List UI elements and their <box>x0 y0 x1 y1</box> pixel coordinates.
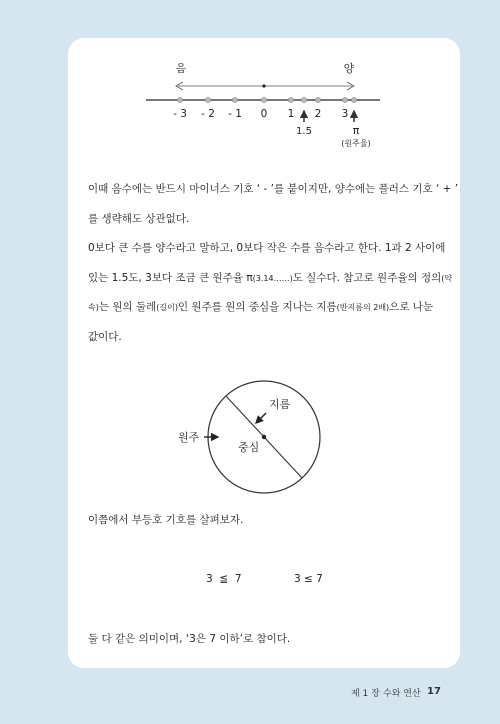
center-label: 중심 <box>238 441 260 454</box>
positive-label: 양 <box>343 62 355 75</box>
diameter-label: 지름 <box>269 398 291 411</box>
paragraph-line: 값이다. <box>88 331 122 343</box>
tick-label: - 2 <box>201 108 215 120</box>
paragraph-line: 속)는 원의 둘레(길이)인 원주를 원의 중심을 지나는 지름(반지름의 2배)으로 나눈 <box>88 301 434 313</box>
tick-label: - 3 <box>173 108 187 120</box>
conclusion-text: 둘 다 같은 의미이며, ‘3은 7 이하’로 참이다. <box>88 633 291 645</box>
marker-1-5-label: 1.5 <box>296 126 312 137</box>
tick-label: 0 <box>260 108 268 120</box>
tick-label: - 1 <box>228 108 242 120</box>
tick-label: 3 <box>341 108 349 120</box>
center-dot <box>262 435 266 439</box>
paragraph-line: 를 생략해도 상관없다. <box>88 213 190 225</box>
pi-caption: (원주율) <box>341 139 371 148</box>
inequality-2: 3 ≤ 7 <box>294 573 323 585</box>
tick-label: 1 <box>287 108 295 120</box>
paragraph-line: 이때 음수에는 반드시 마이너스 기호 ‘ - ’를 붙이지만, 양수에는 플러스 기호 ‘ + ’ <box>88 183 459 195</box>
footer-chapter: 제 1 장 <box>351 689 380 699</box>
footer-section: 수와 연산 <box>383 689 421 699</box>
circumference-label: 원주 <box>178 431 200 444</box>
paragraph-line: 0보다 큰 수를 양수라고 말하고, 0보다 작은 수를 음수라고 한다. 1과 2 사이에 <box>88 242 446 254</box>
paragraph-line: 있는 1.5도, 3보다 조금 큰 원주율 π(3.14……)도 실수다. 참고로 원주율의 정의(약 <box>88 272 453 284</box>
inequality-1: 3 ≦ 7 <box>206 573 242 585</box>
page-number: 17 <box>427 686 441 697</box>
tick-label: 2 <box>314 108 322 120</box>
negative-label: 음 <box>175 62 187 75</box>
diameter-arrow <box>256 413 266 423</box>
marker-pi-label: π <box>352 124 360 137</box>
inequality-intro: 이쯤에서 부등호 기호를 살펴보자. <box>88 514 244 526</box>
